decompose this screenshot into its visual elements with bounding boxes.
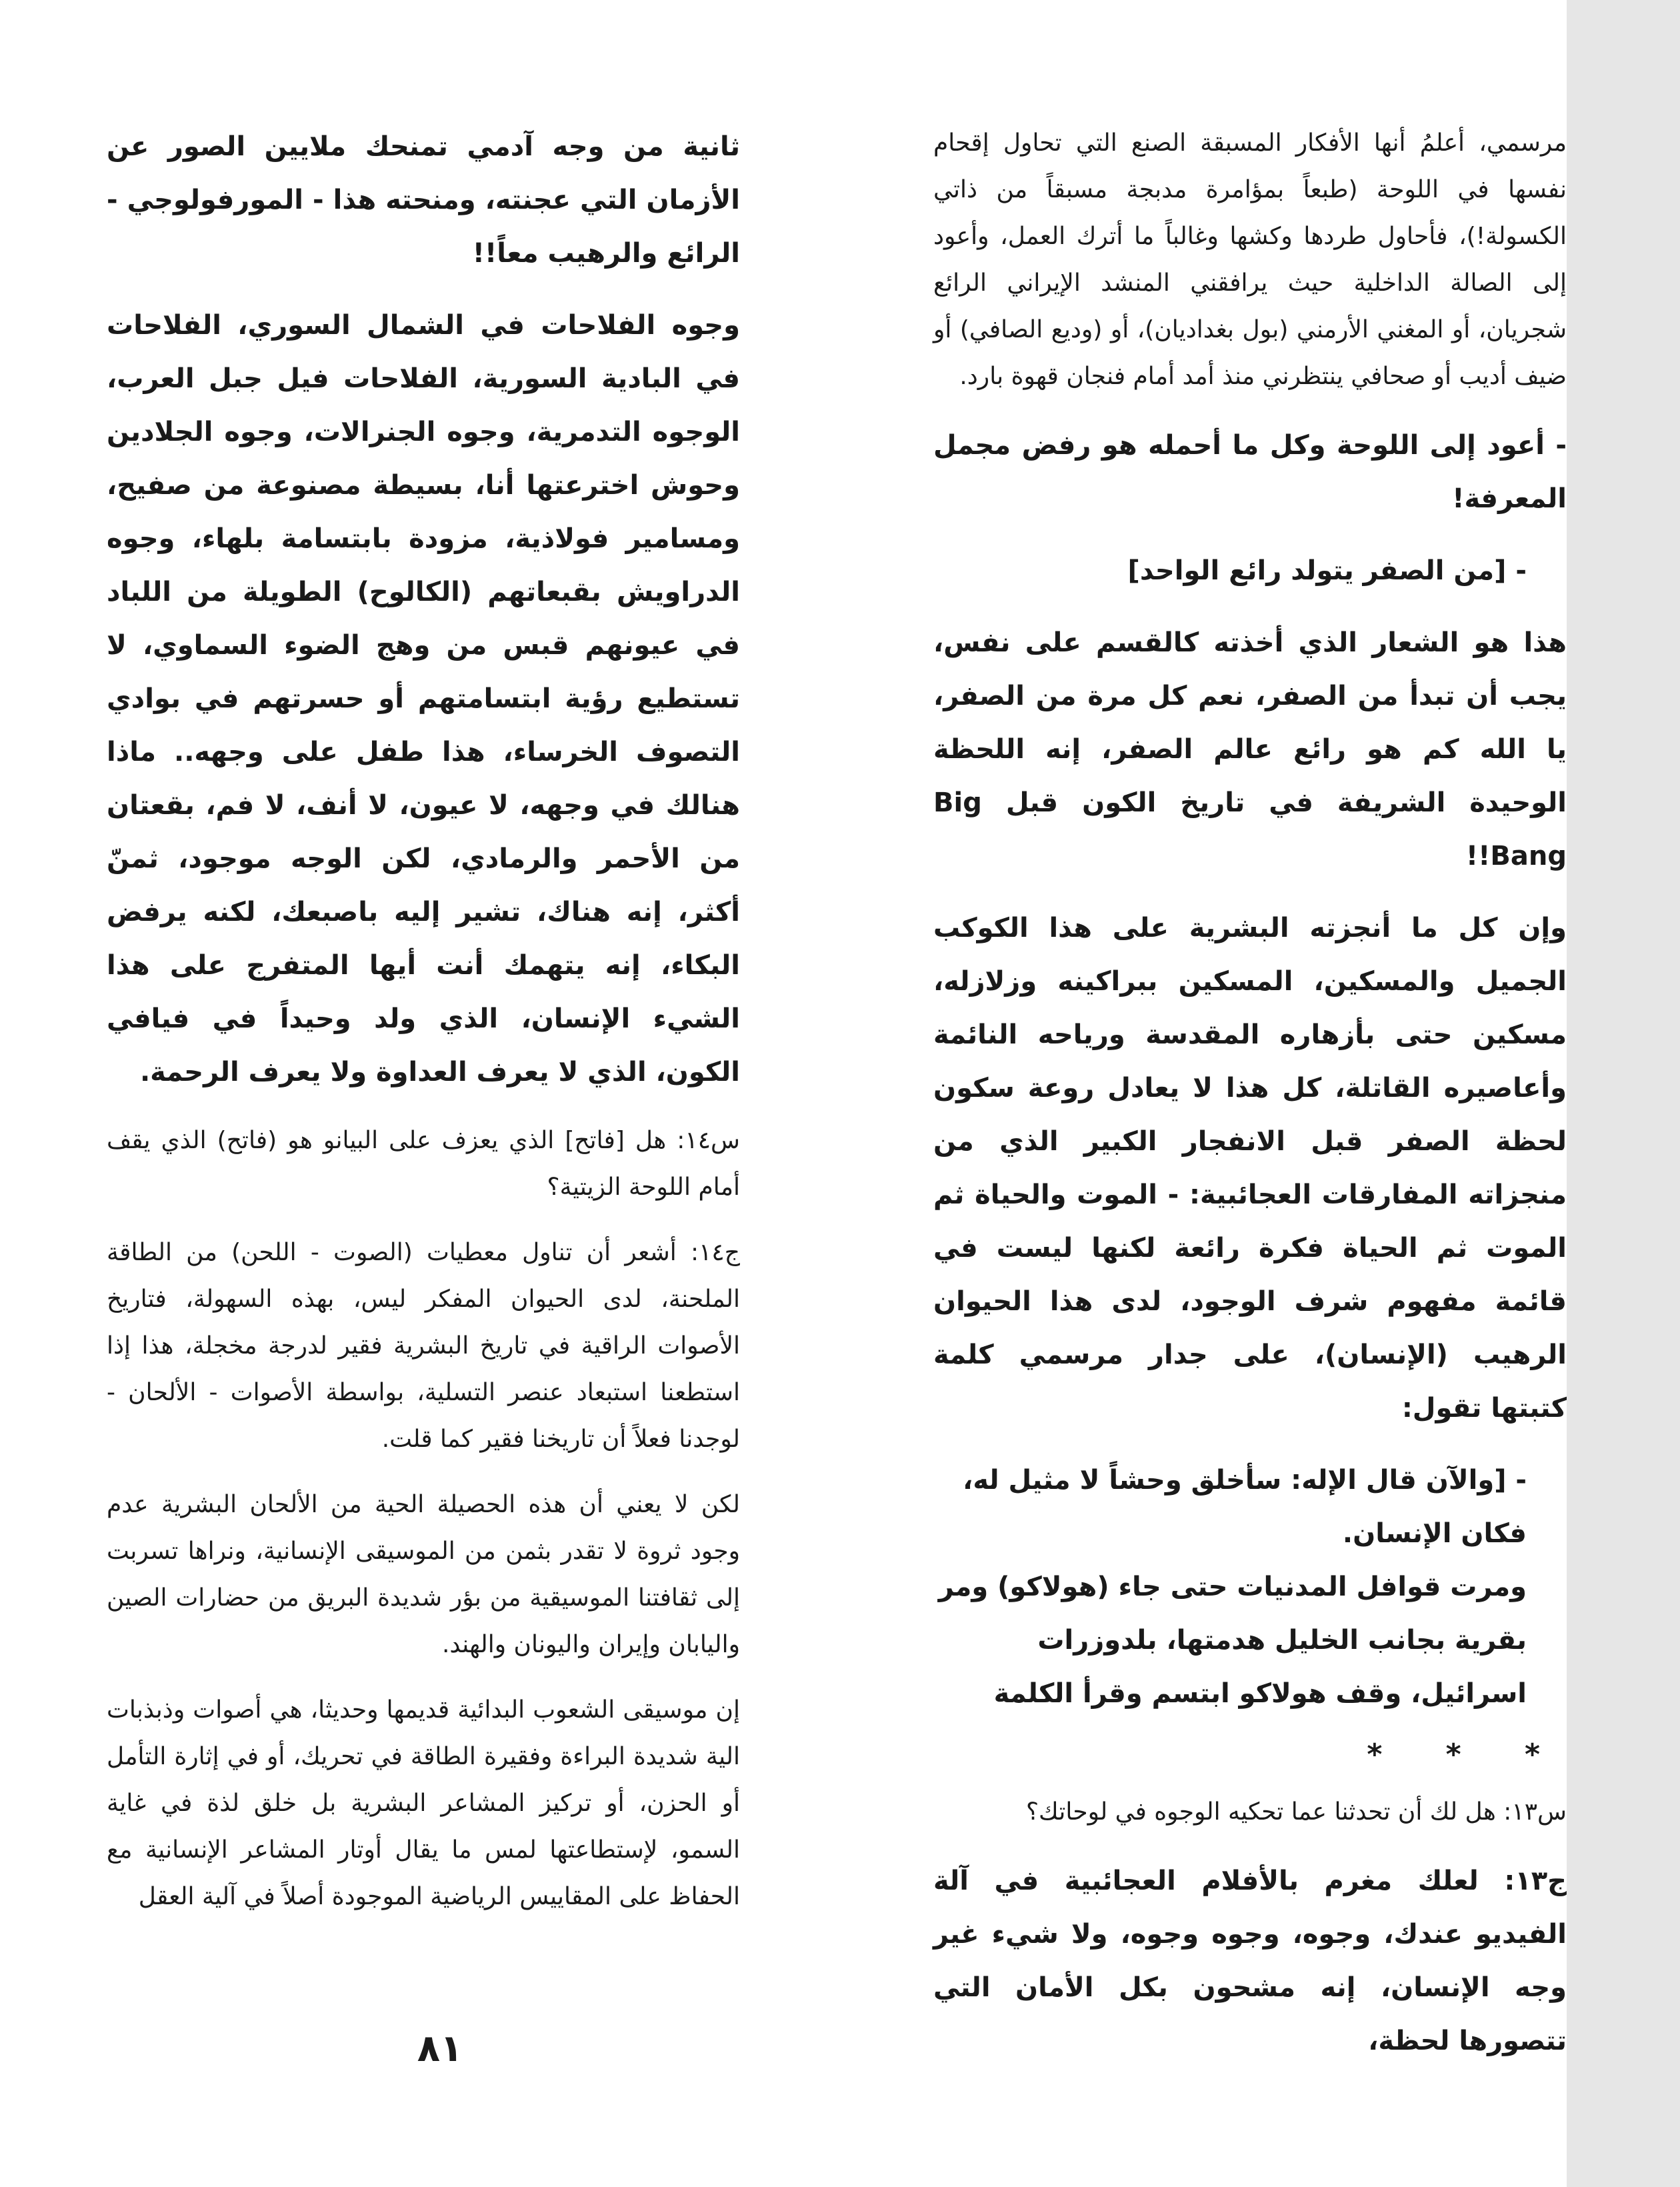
paragraph-zero-motto: - [من الصفر يتولد رائع الواحد]: [1127, 555, 1527, 586]
inscription-line: بقرية بجانب الخليل هدمتها، بلدوزرات: [1037, 1625, 1527, 1656]
left-column: [107, 120, 740, 1939]
question-14: س١٤: هل [فاتح] الذي يعزف على البيانو هو (فاتح) الذي يقف أمام اللوحة الزيتية؟: [107, 1127, 740, 1201]
scan-edge: [1567, 0, 1680, 2187]
paragraph-music-heritage: لكن لا يعني أن هذه الحصيلة الحية من الألحان البشرية عدم وجود ثروة لا تقدر بثمن من الموسيقى الإنسانية، ونراها تسربت إلى ثقافتنا الموسيقية من بؤر شديدة البريق من حضارات الصين واليابان وإيران واليونان والهند.: [107, 1491, 740, 1658]
paragraph-studio: مرسمي، أعلمُ أنها الأفكار المسبقة الصنع التي تحاول إقحام نفسها في اللوحة (طبعاً بمؤامرة مدبجة مسبقاً من ذاتي الكسولة!)، فأحاول طردها وكشها وغالباً ما أترك العمل، وأعود إلى الصالة الداخلية حيث يرافقني المنشد الإيراني الرائع شجريان، أو المغني الأرمني (بول بغداديان)، أو (وديع الصافي) أو ضيف أديب أو صحافي ينتظرني منذ أمد أمام فنجان قهوة بارد.: [933, 129, 1567, 390]
paragraph-humanity: وإن كل ما أنجزته البشرية على هذا الكوكب الجميل والمسكين، المسكين ببراكينه وزلازله، مسكين حتى بأزهاره المقدسة ورياحه النائمة وأعاصيره القاتلة، كل هذا لا يعادل روعة سكون لحظة الصفر قبل الانفجار الكبير الذي من منجزاته المفارقات العجائبية: - الموت والحياة ثم الموت ثم الحياة فكرة رائعة لكنها ليست في قائمة مفهوم شرف الوجود، لدى هذا الحيوان الرهيب (الإنسان)، على جدار مرسمي كلمة كتبتها تقول:: [933, 913, 1567, 1424]
inscription-line: ومرت قوافل المدنيات حتى جاء (هولاكو) ومر: [938, 1572, 1527, 1602]
answer-13-continued: ثانية من وجه آدمي تمنحك ملايين الصور عن الأزمان التي عجنته، ومنحته هذا - المورفولوجي - الرائع والرهيب معاً!!: [107, 131, 740, 269]
answer-14: ج١٤: أشعر أن تناول معطيات (الصوت - اللحن) من الطاقة الملحنة، لدى الحيوان المفكر ليس، بهذه السهولة، فتاريخ الأصوات الراقية في تاريخ البشرية فقير لدرجة مخجلة، هذا إذا استطعنا استبعاد عنصر التسلية، بواسطة الأصوات - الألحان - لوجدنا فعلاً أن تاريخنا فقير كما قلت.: [107, 1239, 740, 1453]
right-column: [933, 120, 1567, 2086]
page-number: ٨١: [417, 2027, 463, 2070]
paragraph-rejection-of-knowledge: - أعود إلى اللوحة وكل ما أحمله هو رفض مجمل المعرفة!: [933, 430, 1567, 514]
inscription-line: - [والآن قال الإله: سأخلق وحشاً لا مثيل له،: [963, 1465, 1527, 1496]
answer-13: ج١٣: لعلك مغرم بالأفلام العجائبية في آلة الفيديو عندك، وجوه، وجوه وجوه، ولا شيء غير وجه الإنسان، إنه مشحون بكل الأمان التي تتصورها لحظة،: [933, 1866, 1567, 2056]
studio-wall-inscription: [933, 1454, 1567, 1720]
paragraph-faces: وجوه الفلاحات في الشمال السوري، الفلاحات في البادية السورية، الفلاحات فيل جبل العرب، الوجوه التدمرية، وجوه الجنرالات، وجوه الجلادين وحوش اخترعتها أنا، بسيطة مصنوعة من صفيح، ومسامير فولاذية، مزودة بابتسامة بلهاء، وجوه الدراويش بقبعاتهم (الكالوح) الطويلة من اللباد في عيونهم قبس من وهج الضوء السماوي، لا تستطيع رؤية ابتسامتهم أو حسرتهم في بوادي التصوف الخرساء، هذا طفل على وجهه.. ماذا هنالك في وجهه، لا عيون، لا أنف، لا فم، بقعتان من الأحمر والرمادي، لكن الوجه موجود، ثمنّ أكثر، إنه هناك، تشير إليه باصبعك، لكنه يرفض البكاء، إنه يتهمك أنت أيها المتفرج على هذا الشيء الإنسان، الذي ولد وحيداً في فيافي الكون، الذي لا يعرف العداوة ولا يعرف الرحمة.: [107, 310, 740, 1087]
section-divider-stars: * * *: [1367, 1738, 1567, 1772]
paragraph-primitive-music: إن موسيقى الشعوب البدائية قديمها وحديثا، هي أصوات وذبذبات الية شديدة البراءة وفقيرة الطاقة في تحريك، أو في إثارة التأمل أو الحزن، أو تركيز المشاعر البشرية بل خلق لذة في غاية السمو، لإستطاعتها لمس ما يقال أوتار المشاعر الإنسانية مع الحفاظ على المقاييس الرياضية الموجودة أصلاً في آلية العقل: [107, 1696, 740, 1910]
inscription-line: فكان الإنسان.: [1342, 1518, 1527, 1549]
question-13: س١٣: هل لك أن تحدثنا عما تحكيه الوجوه في لوحاتك؟: [1025, 1798, 1567, 1826]
paragraph-oath: هذا هو الشعار الذي أخذته كالقسم على نفس، يجب أن تبدأ من الصفر، نعم كل مرة من الصفر، يا الله كم هو رائع عالم الصفر، إنه اللحظة الوحيدة الشريفة في تاريخ الكون قبل Big Bang!!: [933, 627, 1567, 871]
inscription-line: اسرائيل، وقف هولاكو ابتسم وقرأ الكلمة: [993, 1678, 1527, 1709]
